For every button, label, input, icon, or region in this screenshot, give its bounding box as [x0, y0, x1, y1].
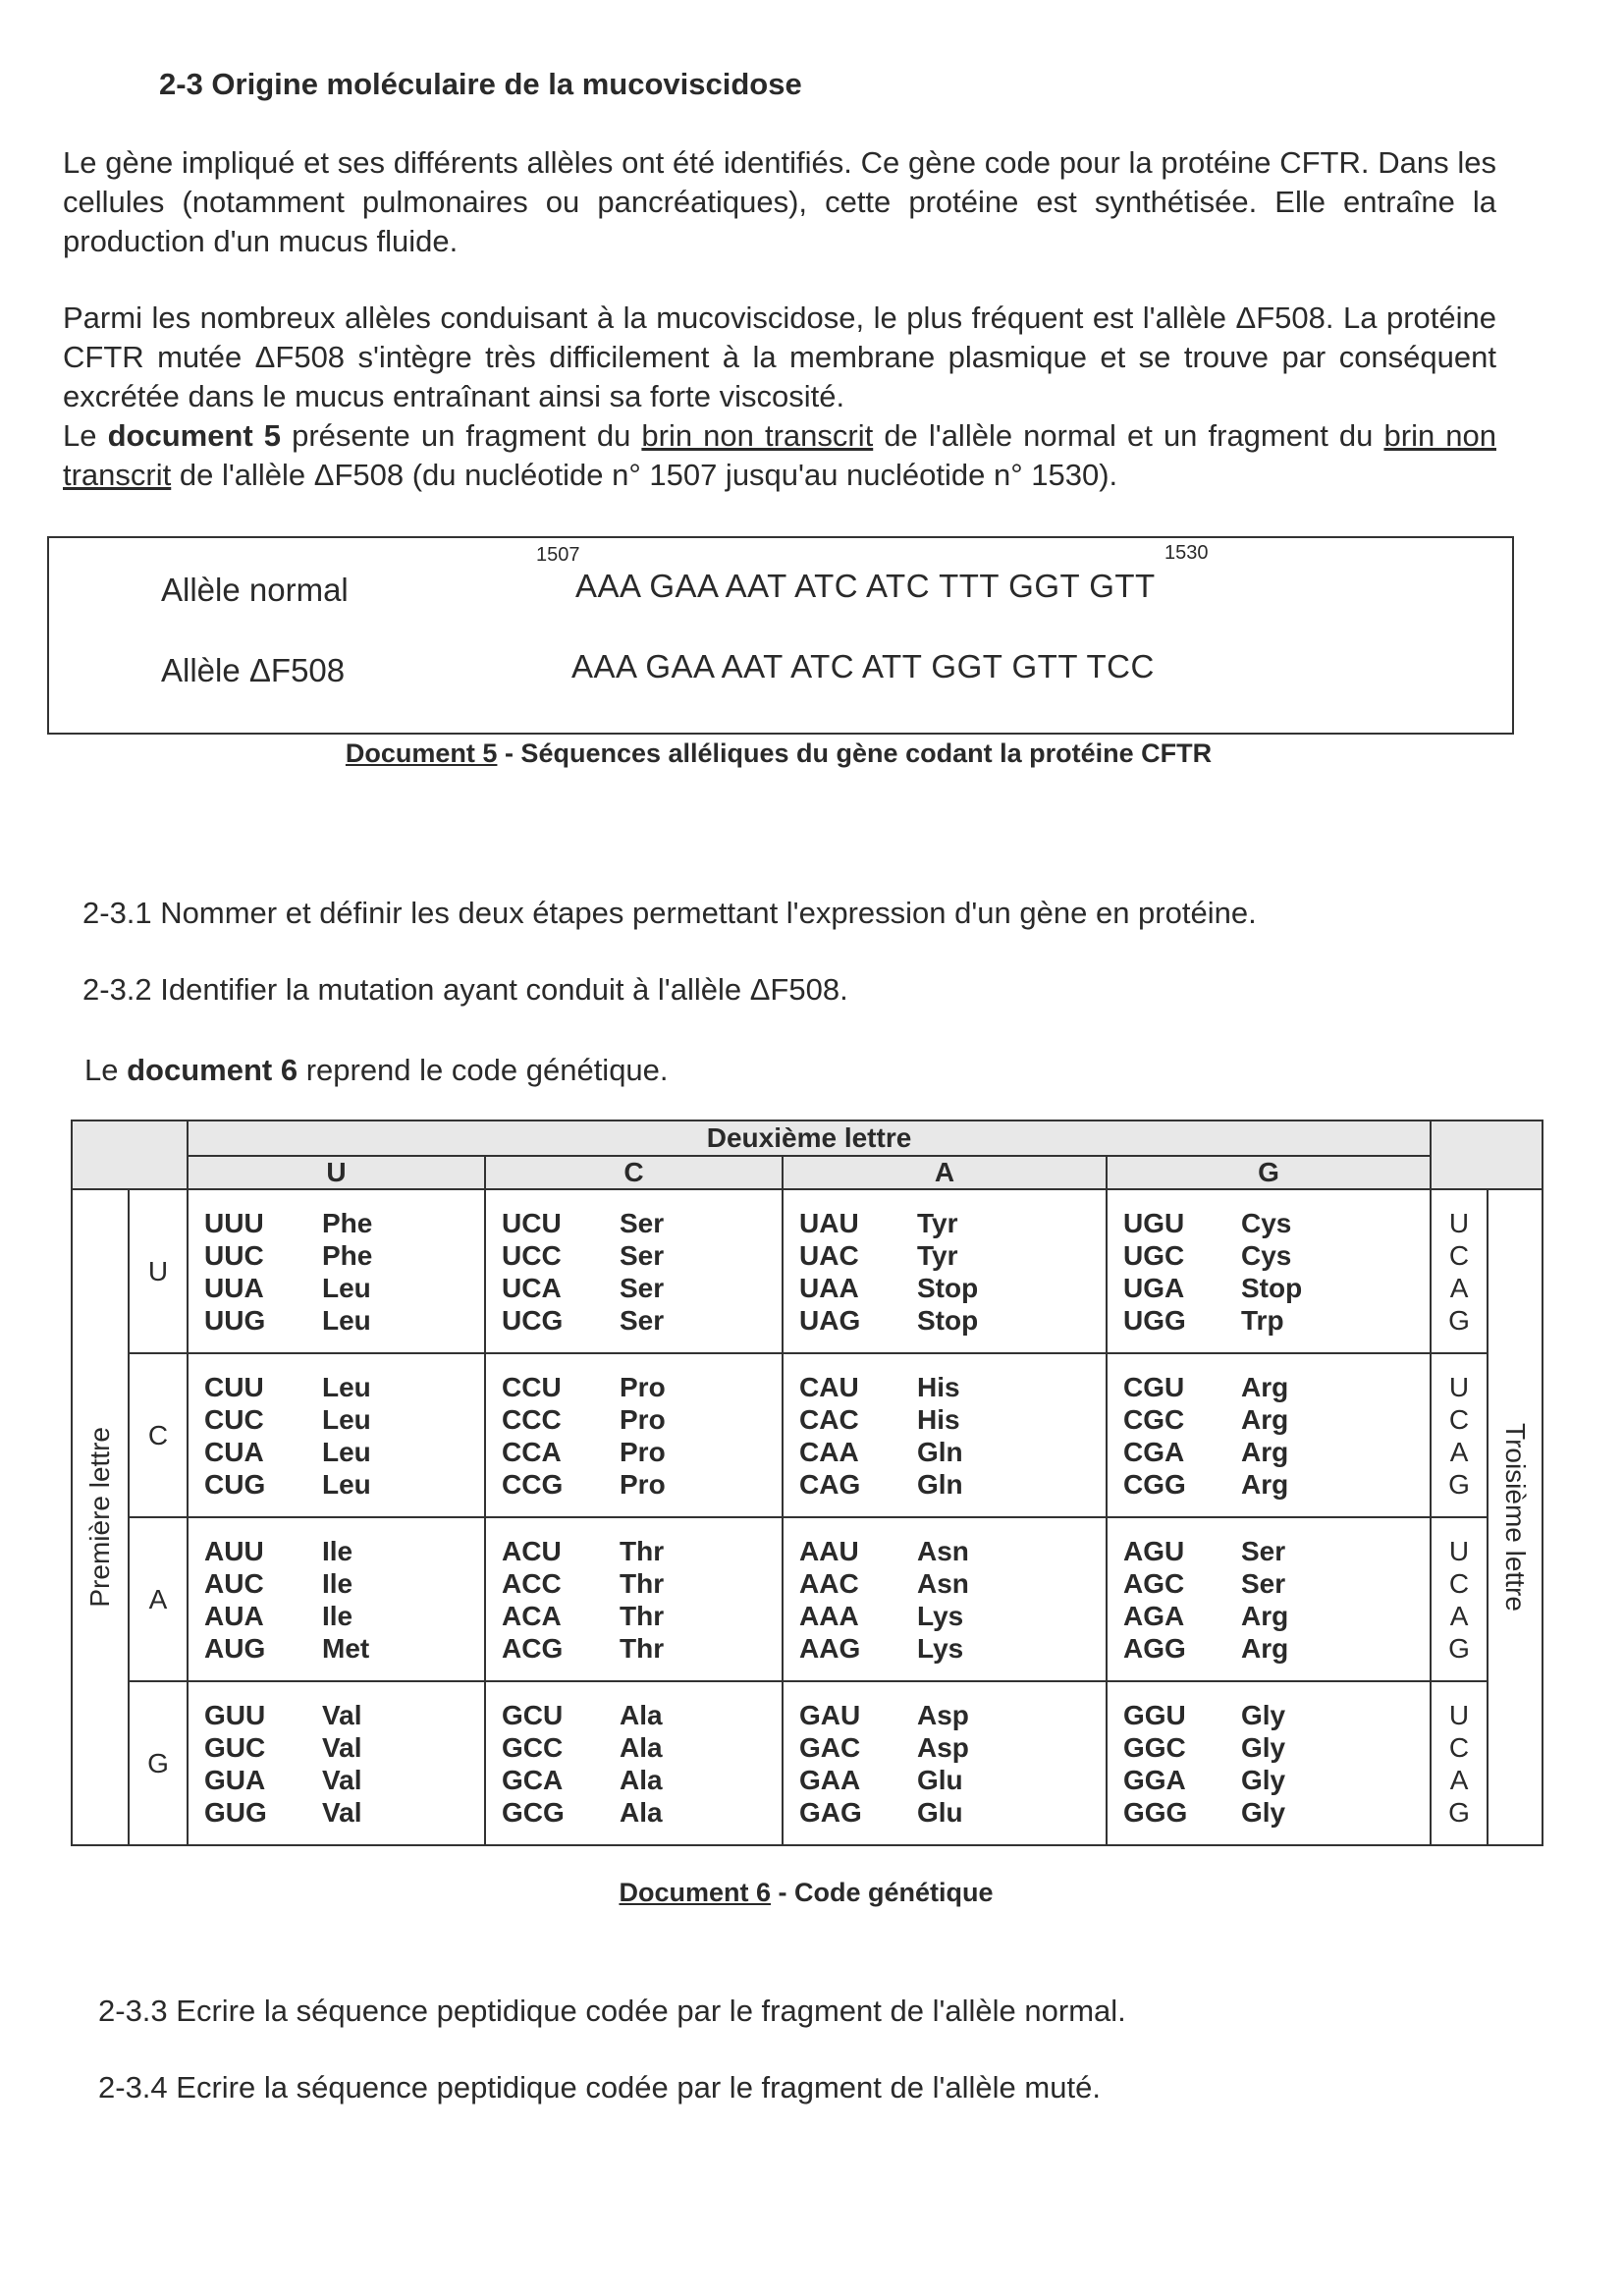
amino-acid: Gly [1241, 1731, 1286, 1763]
third-letter: U [1448, 1207, 1470, 1238]
amino-acid: Val [322, 1699, 362, 1730]
codon-cell [783, 1353, 1107, 1517]
amino-acid: Cys [1241, 1239, 1292, 1271]
amino-acid: Tyr [917, 1239, 958, 1271]
corner-cell-right [1431, 1121, 1543, 1189]
codon: AAG [799, 1632, 861, 1664]
second-letter-c: C [485, 1156, 783, 1189]
codon-entry [799, 1699, 1106, 1731]
amino-acid: Asn [917, 1535, 969, 1566]
amino-acid: Leu [322, 1371, 371, 1402]
codon: CCC [502, 1403, 562, 1435]
codon: UAA [799, 1272, 859, 1303]
codon: GUA [204, 1764, 266, 1795]
third-letter-cell [1431, 1353, 1488, 1517]
codon: CUG [204, 1468, 266, 1500]
amino-acid: Gly [1241, 1764, 1286, 1795]
codon: GCC [502, 1731, 564, 1763]
codon: UGU [1123, 1207, 1185, 1238]
codon-entry [799, 1796, 1106, 1829]
codon-entry [204, 1600, 484, 1632]
third-letter: A [1449, 1600, 1469, 1631]
codon: UUG [204, 1304, 266, 1336]
codon-cell [1107, 1353, 1431, 1517]
codon: AUU [204, 1535, 264, 1566]
amino-acid: Arg [1241, 1468, 1289, 1500]
codon: UAU [799, 1207, 859, 1238]
codon: AAC [799, 1567, 859, 1599]
codon-cell [783, 1517, 1107, 1681]
codon-entry [502, 1600, 782, 1632]
third-letter: U [1448, 1371, 1470, 1402]
doc6-reference: document 6 [127, 1053, 298, 1087]
amino-acid: Lys [917, 1600, 964, 1631]
codon: GAU [799, 1699, 861, 1730]
amino-acid: Arg [1241, 1436, 1289, 1467]
codon: AUG [204, 1632, 266, 1664]
codon: GGG [1123, 1796, 1188, 1828]
amino-acid: Ser [620, 1207, 665, 1238]
codon: CCU [502, 1371, 562, 1402]
amino-acid: Lys [917, 1632, 964, 1664]
codon-cell [485, 1353, 783, 1517]
codon-entry [502, 1272, 782, 1304]
amino-acid: Met [322, 1632, 370, 1664]
codon-cell [1107, 1189, 1431, 1353]
codon-cell [485, 1189, 783, 1353]
third-letter: C [1448, 1567, 1470, 1599]
codon: GGC [1123, 1731, 1186, 1763]
amino-acid: Arg [1241, 1371, 1289, 1402]
amino-acid: Arg [1241, 1632, 1289, 1664]
codon-entry [799, 1600, 1106, 1632]
codon-entry [799, 1535, 1106, 1567]
second-letter-header: Deuxième lettre [188, 1121, 1431, 1156]
codon-cell [188, 1353, 485, 1517]
question-2-3-3: 2-3.3 Ecrire la séquence peptidique codée par le fragment de l'allèle normal. [98, 1994, 1126, 2028]
amino-acid: His [917, 1403, 960, 1435]
codon-entry [1123, 1567, 1430, 1600]
codon: UAG [799, 1304, 861, 1336]
amino-acid: Tyr [917, 1207, 958, 1238]
codon-entry [204, 1468, 484, 1501]
amino-acid: Gln [917, 1436, 963, 1467]
codon-cell [1107, 1517, 1431, 1681]
codon: CUU [204, 1371, 264, 1402]
codon: CCA [502, 1436, 562, 1467]
third-letter: G [1448, 1468, 1470, 1500]
codon-entry [799, 1304, 1106, 1337]
amino-acid: Val [322, 1731, 362, 1763]
codon-entry [799, 1239, 1106, 1272]
codon-entry [204, 1764, 484, 1796]
codon-entry [1123, 1304, 1430, 1337]
amino-acid: Ala [620, 1699, 663, 1730]
codon: GUC [204, 1731, 266, 1763]
codon-entry [204, 1371, 484, 1403]
second-letter-g: G [1107, 1156, 1431, 1189]
first-letter-label: Première lettre [84, 1427, 115, 1608]
codon: AGU [1123, 1535, 1185, 1566]
codon-cell [188, 1681, 485, 1845]
amino-acid: Ser [620, 1272, 665, 1303]
codon-entry [204, 1535, 484, 1567]
amino-acid: Ser [1241, 1567, 1286, 1599]
amino-acid: Pro [620, 1371, 666, 1402]
codon-entry [204, 1699, 484, 1731]
codon-entry [204, 1632, 484, 1665]
codon-entry [1123, 1436, 1430, 1468]
amino-acid: Thr [620, 1632, 665, 1664]
third-letter-label-cell [1488, 1189, 1543, 1845]
amino-acid: Stop [917, 1272, 979, 1303]
codon: AUC [204, 1567, 264, 1599]
amino-acid: Trp [1241, 1304, 1284, 1336]
codon-entry [502, 1468, 782, 1501]
codon-entry [204, 1239, 484, 1272]
doc6-caption: Document 6 - Code génétique [619, 1878, 994, 1907]
amino-acid: Arg [1241, 1403, 1289, 1435]
amino-acid: Leu [322, 1436, 371, 1467]
amino-acid: Val [322, 1764, 362, 1795]
brin-non-transcrit-1: brin non transcrit [641, 418, 874, 453]
genetic-code-table [71, 1120, 1542, 1844]
codon: GAA [799, 1764, 861, 1795]
codon: CGG [1123, 1468, 1186, 1500]
amino-acid: Ile [322, 1567, 353, 1599]
normal-allele-label: Allèle normal [161, 572, 349, 608]
codon-entry [502, 1796, 782, 1829]
nucleotide-end-number: 1530 [1164, 542, 1209, 564]
first-letter-c: C [129, 1353, 188, 1517]
codon-entry [1123, 1239, 1430, 1272]
codon-entry [502, 1304, 782, 1337]
codon-entry [799, 1403, 1106, 1436]
codon-entry [1123, 1371, 1430, 1403]
codon: UAC [799, 1239, 859, 1271]
codon-entry [502, 1436, 782, 1468]
codon-entry [1123, 1764, 1430, 1796]
codon: GGA [1123, 1764, 1186, 1795]
amino-acid: Leu [322, 1304, 371, 1336]
codon: ACC [502, 1567, 562, 1599]
codon: UUC [204, 1239, 264, 1271]
question-2-3-4: 2-3.4 Ecrire la séquence peptidique codée par le fragment de l'allèle muté. [98, 2070, 1101, 2105]
codon: GGU [1123, 1699, 1186, 1730]
amino-acid: Ser [620, 1304, 665, 1336]
codon: UUU [204, 1207, 264, 1238]
codon: GCU [502, 1699, 564, 1730]
amino-acid: Ile [322, 1600, 353, 1631]
question-2-3-2: 2-3.2 Identifier la mutation ayant conduit à l'allèle ΔF508. [82, 972, 848, 1007]
codon: GCA [502, 1764, 564, 1795]
codon-cell [485, 1517, 783, 1681]
third-letter: A [1449, 1764, 1469, 1795]
third-letter-cell [1431, 1189, 1488, 1353]
codon-cell [188, 1517, 485, 1681]
mutant-allele-label: Allèle ΔF508 [161, 652, 346, 688]
amino-acid: Asn [917, 1567, 969, 1599]
section-title: 2-3 Origine moléculaire de la mucoviscidose [159, 67, 802, 101]
second-letter-u: U [188, 1156, 485, 1189]
amino-acid: Thr [620, 1600, 665, 1631]
paragraph-alleles-text: Parmi les nombreux allèles conduisant à la mucoviscidose, le plus fréquent est l'allèle ΔF508. La protéine CFTR mutée ΔF508 s'intègre très difficilement à la membrane plasmique et se trouve par conséquent excrétée dans le mucus entraînant ainsi sa forte viscosité. [63, 301, 1496, 413]
codon-entry [1123, 1535, 1430, 1567]
third-letter: G [1448, 1796, 1470, 1828]
codon: GCG [502, 1796, 565, 1828]
amino-acid: Glu [917, 1764, 963, 1795]
amino-acid: Cys [1241, 1207, 1292, 1238]
third-letter: A [1449, 1272, 1469, 1303]
third-letter: U [1448, 1535, 1470, 1566]
third-letter: C [1448, 1731, 1470, 1763]
codon: UCA [502, 1272, 562, 1303]
codon: UCU [502, 1207, 562, 1238]
third-letter: A [1449, 1436, 1469, 1467]
codon: ACA [502, 1600, 562, 1631]
amino-acid: Ala [620, 1731, 663, 1763]
codon: CGU [1123, 1371, 1185, 1402]
amino-acid: Ala [620, 1764, 663, 1795]
codon: UCC [502, 1239, 562, 1271]
first-letter-u: U [129, 1189, 188, 1353]
codon-entry [502, 1535, 782, 1567]
third-letter: U [1448, 1699, 1470, 1730]
codon: GUU [204, 1699, 266, 1730]
codon: ACU [502, 1535, 562, 1566]
codon-entry [1123, 1207, 1430, 1239]
third-letter-cell [1431, 1517, 1488, 1681]
doc6-intro: Le document 6 reprend le code génétique. [84, 1053, 669, 1087]
amino-acid: Stop [1241, 1272, 1303, 1303]
codon: UGC [1123, 1239, 1185, 1271]
paragraph-alleles [63, 299, 1496, 495]
codon: AUA [204, 1600, 264, 1631]
amino-acid: Phe [322, 1239, 373, 1271]
mutant-allele-sequence: AAA GAA AAT ATC ATT GGT GTT TCC [571, 648, 1155, 684]
codon-entry [1123, 1796, 1430, 1829]
codon: CAU [799, 1371, 859, 1402]
second-letter-a: A [783, 1156, 1107, 1189]
codon: AGC [1123, 1567, 1185, 1599]
amino-acid: Gly [1241, 1699, 1286, 1730]
amino-acid: Pro [620, 1468, 666, 1500]
codon-entry [502, 1731, 782, 1764]
amino-acid: Arg [1241, 1600, 1289, 1631]
amino-acid: Pro [620, 1436, 666, 1467]
doc5-caption: Document 5 - Séquences alléliques du gène codant la protéine CFTR [345, 738, 1213, 768]
codon: AAA [799, 1600, 859, 1631]
third-letter-label: Troisième lettre [1500, 1423, 1532, 1612]
amino-acid: Leu [322, 1272, 371, 1303]
codon-entry [204, 1731, 484, 1764]
codon: AGG [1123, 1632, 1186, 1664]
codon-entry [799, 1567, 1106, 1600]
codon: CAC [799, 1403, 859, 1435]
amino-acid: Thr [620, 1567, 665, 1599]
third-letter: G [1448, 1304, 1470, 1336]
codon-entry [204, 1403, 484, 1436]
codon: CUA [204, 1436, 264, 1467]
third-letter: C [1448, 1239, 1470, 1271]
codon-cell [1107, 1681, 1431, 1845]
codon-entry [799, 1468, 1106, 1501]
codon-cell [485, 1681, 783, 1845]
codon-entry [204, 1796, 484, 1829]
codon-entry [799, 1371, 1106, 1403]
codon-entry [799, 1632, 1106, 1665]
codon-entry [502, 1632, 782, 1665]
amino-acid: Asp [917, 1731, 969, 1763]
first-letter-a: A [129, 1517, 188, 1681]
amino-acid: Ser [620, 1239, 665, 1271]
codon-entry [799, 1764, 1106, 1796]
codon: UCG [502, 1304, 564, 1336]
third-letter-cell [1431, 1681, 1488, 1845]
third-letter: G [1448, 1632, 1470, 1664]
codon-entry [204, 1567, 484, 1600]
doc5-reference: document 5 [107, 418, 282, 453]
codon: CAA [799, 1436, 859, 1467]
amino-acid: Ile [322, 1535, 353, 1566]
codon-entry [204, 1436, 484, 1468]
codon-cell [188, 1189, 485, 1353]
amino-acid: Pro [620, 1403, 666, 1435]
codon-entry [1123, 1403, 1430, 1436]
codon: AGA [1123, 1600, 1185, 1631]
amino-acid: Leu [322, 1468, 371, 1500]
amino-acid: Leu [322, 1403, 371, 1435]
amino-acid: Ala [620, 1796, 663, 1828]
codon-entry [799, 1731, 1106, 1764]
codon-entry [204, 1207, 484, 1239]
codon-entry [1123, 1632, 1430, 1665]
codon-entry [1123, 1468, 1430, 1501]
codon-entry [1123, 1731, 1430, 1764]
codon: CAG [799, 1468, 861, 1500]
codon: UGG [1123, 1304, 1186, 1336]
codon: UUA [204, 1272, 264, 1303]
doc5-sequence-box [47, 536, 1514, 735]
amino-acid: Phe [322, 1207, 373, 1238]
amino-acid: His [917, 1371, 960, 1402]
codon-entry [1123, 1699, 1430, 1731]
codon-cell [783, 1189, 1107, 1353]
amino-acid: Val [322, 1796, 362, 1828]
codon-entry [1123, 1272, 1430, 1304]
normal-allele-sequence: AAA GAA AAT ATC ATC TTT GGT GTT [575, 568, 1156, 604]
codon-entry [502, 1764, 782, 1796]
nucleotide-start-number: 1507 [536, 544, 580, 566]
codon-entry [1123, 1600, 1430, 1632]
third-letter: C [1448, 1403, 1470, 1435]
codon-entry [799, 1272, 1106, 1304]
codon: UGA [1123, 1272, 1185, 1303]
codon-entry [799, 1436, 1106, 1468]
codon-cell [783, 1681, 1107, 1845]
question-2-3-1: 2-3.1 Nommer et définir les deux étapes permettant l'expression d'un gène en protéine. [82, 896, 1257, 930]
codon-entry [204, 1304, 484, 1337]
codon: GAC [799, 1731, 861, 1763]
codon-entry [502, 1207, 782, 1239]
codon: ACG [502, 1632, 564, 1664]
codon: CCG [502, 1468, 564, 1500]
codon-entry [502, 1567, 782, 1600]
amino-acid: Gln [917, 1468, 963, 1500]
codon-entry [502, 1403, 782, 1436]
first-letter-g: G [129, 1681, 188, 1845]
amino-acid: Stop [917, 1304, 979, 1336]
codon-entry [204, 1272, 484, 1304]
amino-acid: Glu [917, 1796, 963, 1828]
codon: GUG [204, 1796, 267, 1828]
codon: CGC [1123, 1403, 1185, 1435]
paragraph-intro: Le gène impliqué et ses différents allèles ont été identifiés. Ce gène code pour la protéine CFTR. Dans les cellules (notamment pulmonaires ou pancréatiques), cette protéine est synthétisée. Elle entraîne la production d'un mucus fluide. [63, 145, 1496, 258]
codon: AAU [799, 1535, 859, 1566]
codon-entry [502, 1239, 782, 1272]
paragraph-doc5-intro: Le document 5 présente un fragment du brin non transcrit de l'allèle normal et un fragment du brin non transcrit de l'allèle ΔF508 (du nucléotide n° 1507 jusqu'au nucléotide n° 1530). [63, 418, 1496, 492]
codon-entry [502, 1371, 782, 1403]
amino-acid: Gly [1241, 1796, 1286, 1828]
codon: GAG [799, 1796, 862, 1828]
codon-entry [799, 1207, 1106, 1239]
codon-entry [502, 1699, 782, 1731]
amino-acid: Ser [1241, 1535, 1286, 1566]
corner-cell [72, 1121, 188, 1189]
amino-acid: Asp [917, 1699, 969, 1730]
codon: CGA [1123, 1436, 1185, 1467]
codon: CUC [204, 1403, 264, 1435]
brin-non-transcrit-2: brin non transcrit [63, 418, 1496, 492]
amino-acid: Thr [620, 1535, 665, 1566]
first-letter-label-cell [72, 1189, 129, 1845]
